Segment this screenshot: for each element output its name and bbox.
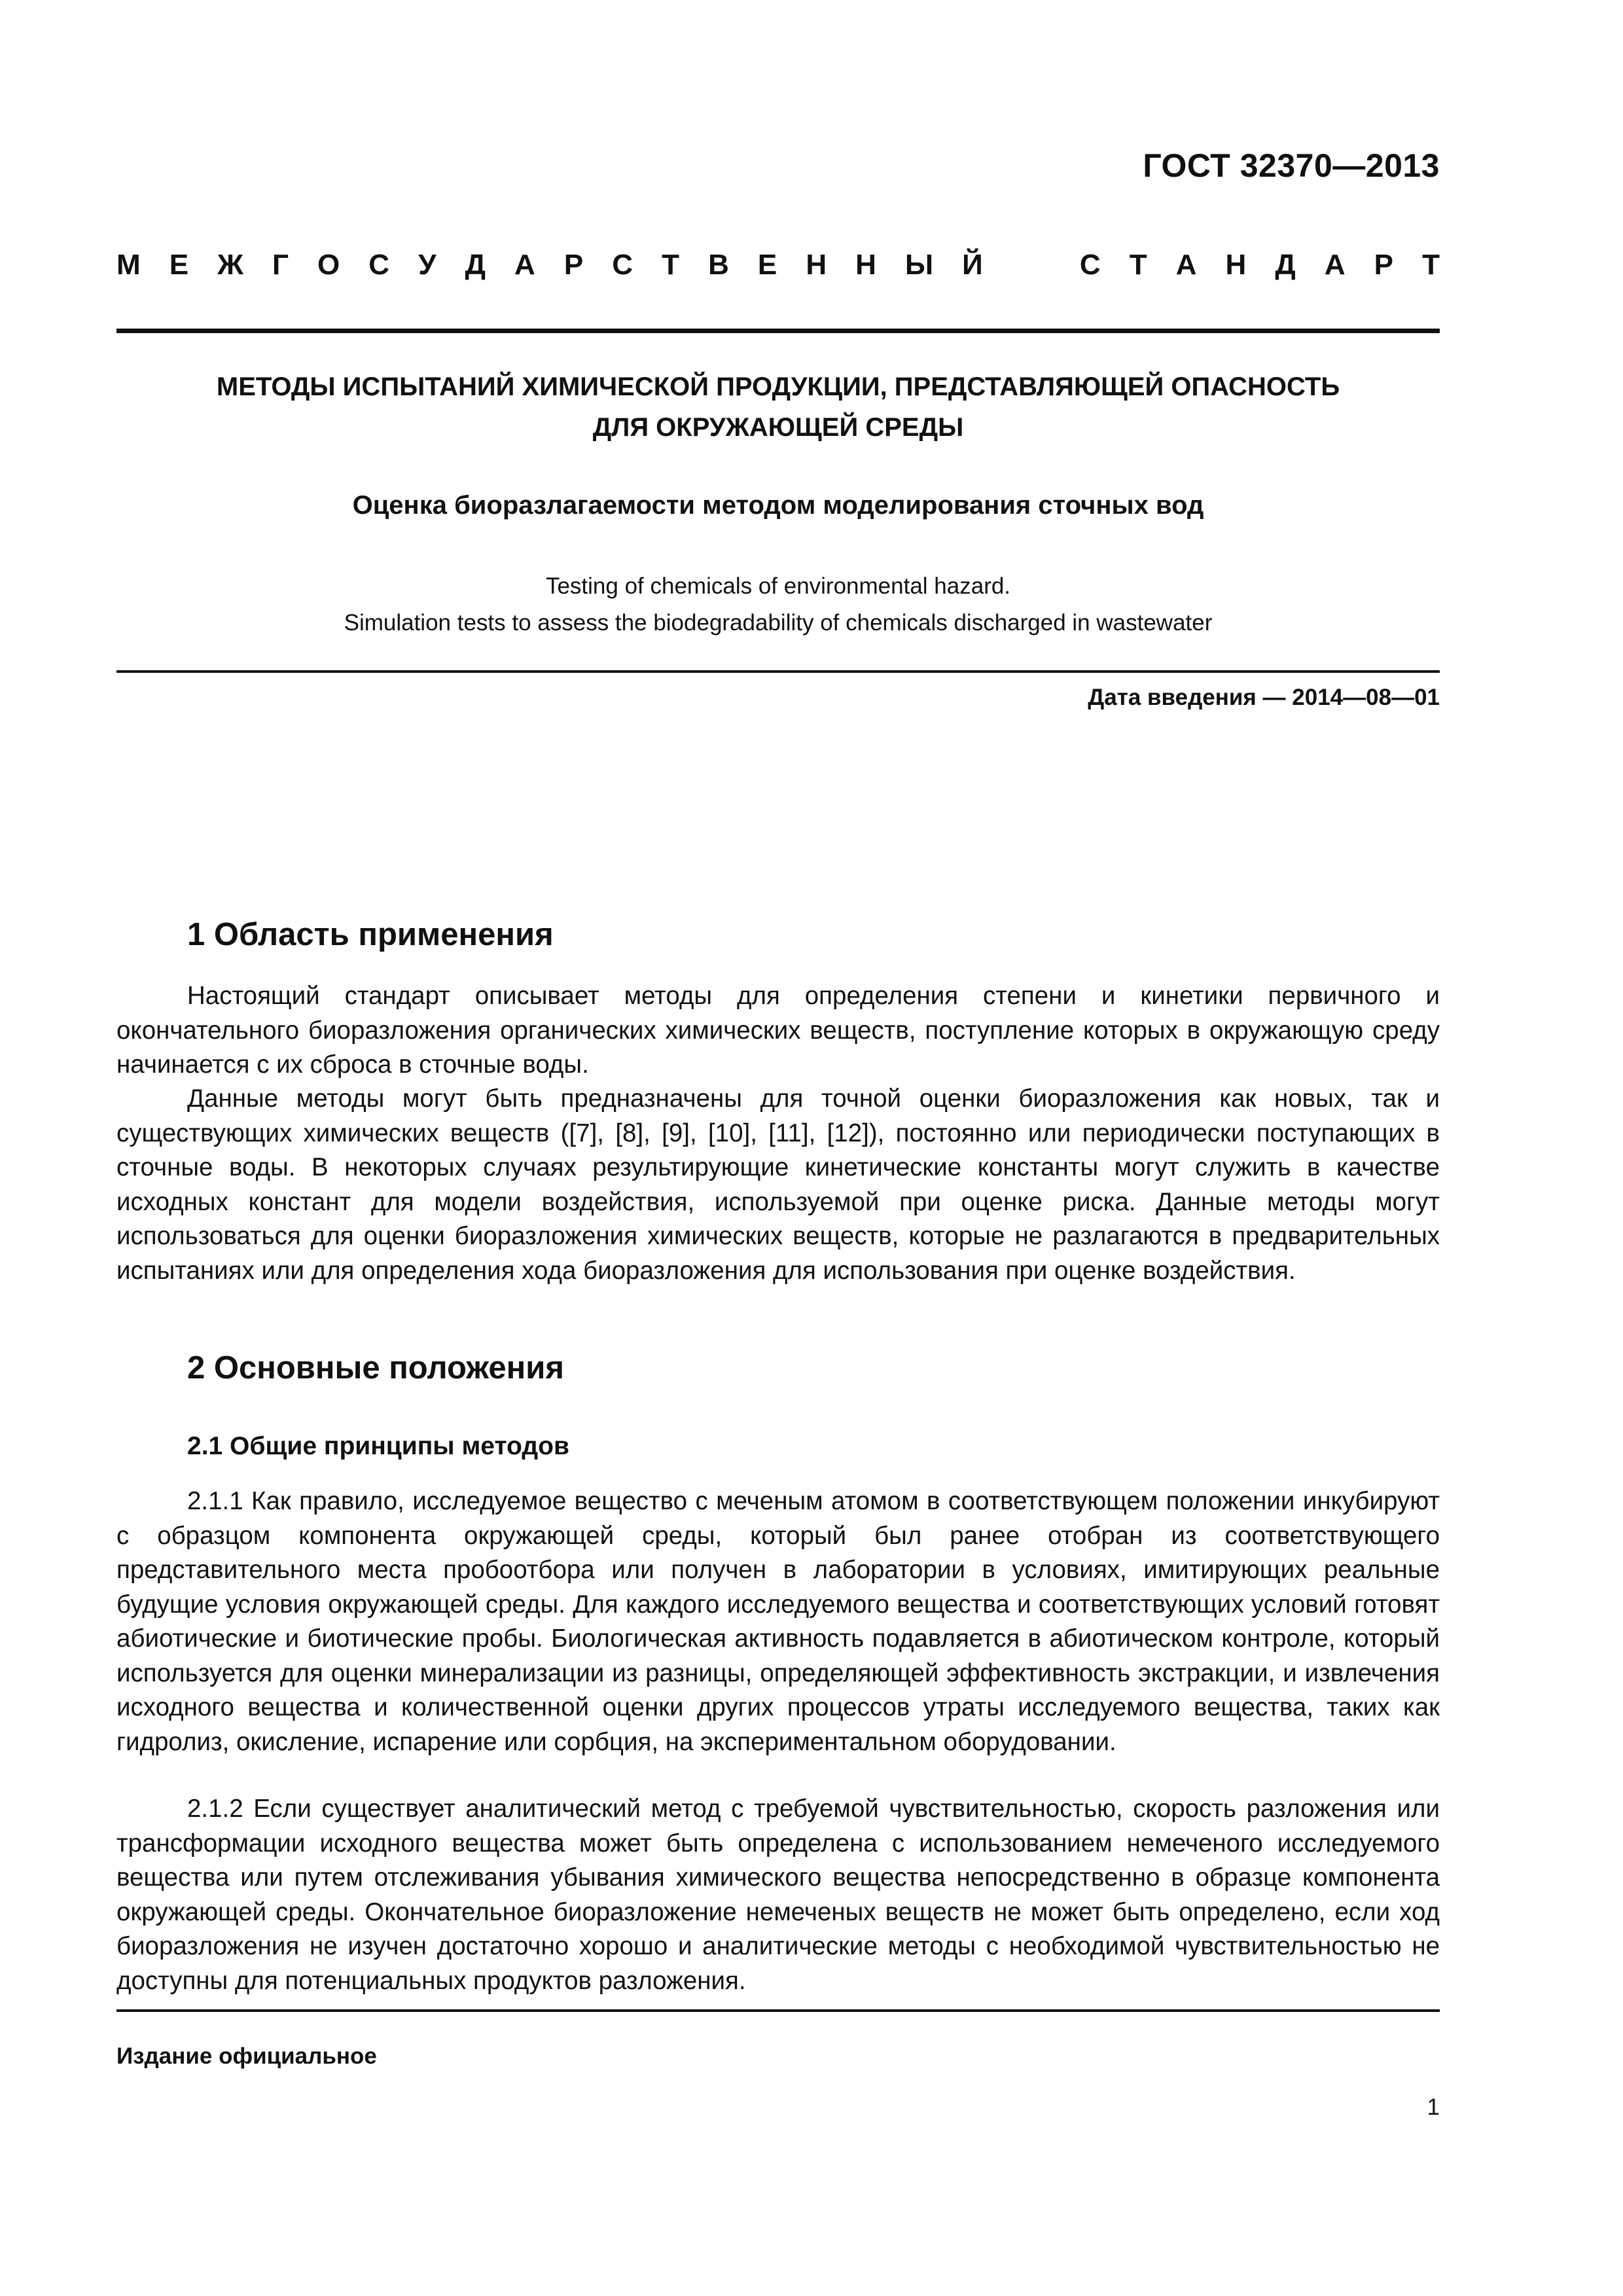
interstate-word1-letter: Н — [806, 249, 827, 281]
interstate-word1-letter: Ж — [217, 249, 243, 281]
interstate-word1-letter: Г — [272, 249, 289, 281]
english-title-line2: Simulation tests to assess the biodegradability of chemicals discharged in wastewater — [344, 610, 1213, 636]
interstate-word2-letter: С — [1079, 249, 1101, 281]
word-gap — [1012, 249, 1051, 281]
section-2-heading: 2 Основные положения — [187, 1350, 564, 1386]
title-rule — [116, 670, 1440, 673]
interstate-word1-letter: А — [514, 249, 535, 281]
document-title-line2: ДЛЯ ОКРУЖАЮЩЕЙ СРЕДЫ — [592, 413, 964, 442]
clause-2-1-2: 2.1.2 Если существует аналитический метод с требуемой чувствительностью, скорость разложения или трансформации исходного вещества может быть определена с использованием немеченого исследуемого вещества или путем отслеживания убывания химического вещества непосредственно в образце компонента окружающей среды. Окончательное биоразложение немеченых веществ не может быть определено, если ход биоразложения не изучен достаточно хорошо и аналитические методы с необходимой чувствительностью не доступны для потенциальных продуктов разложения. — [116, 1795, 1440, 1995]
footer-rule — [116, 2009, 1440, 2012]
interstate-word1-letter: М — [116, 249, 141, 281]
interstate-word1-letter: Р — [563, 249, 584, 281]
header-rule — [116, 329, 1440, 333]
interstate-word1-letter: Д — [465, 249, 486, 281]
interstate-word2-letter: Н — [1225, 249, 1247, 281]
interstate-word2-letter: Т — [1422, 249, 1440, 281]
interstate-word1-letter: У — [418, 249, 437, 281]
interstate-word2-letter: Р — [1374, 249, 1394, 281]
interstate-word1-letter: Й — [962, 249, 983, 281]
interstate-word1-letter: Т — [662, 249, 679, 281]
document-page — [116, 0, 1440, 2296]
interstate-standard-heading — [116, 249, 1440, 281]
interstate-word1-letter: Е — [169, 249, 189, 281]
clause-2-1-1: 2.1.1 Как правило, исследуемое вещество с меченым атомом в соответствующем положении инкубируют с образцом компонента окружающей среды, который был ранее отобран из соответствующего представительного места пробоотбора или получен в лаборатории в условиях, имитирующих реальные будущие условия окружающей среды. Для каждого исследуемого вещества и соответствующих условий готовят абиотические и биотические пробы. Биологическая активность подавляется в абиотическом контроле, который используется для оценки минерализации из разницы, определяющей эффективность экстракции, и извлечения исходного вещества и количественной оценки других процессов утраты исследуемого вещества, таких как гидролиз, окисление, испарение или сорбция, на экспериментальном оборудовании. — [116, 1487, 1440, 1756]
document-code: ГОСТ 32370—2013 — [1143, 147, 1440, 184]
section-1-paragraph-1: Настоящий стандарт описывает методы для определения степени и кинетики первичного и окончательного биоразложения органических химических веществ, поступление которых в окружающую среду начинается с их сброса в сточные воды. — [116, 982, 1440, 1079]
document-subtitle: Оценка биоразлагаемости методом моделирования сточных вод — [352, 491, 1204, 520]
interstate-word1-letter: О — [317, 249, 340, 281]
page-number: 1 — [1427, 2094, 1440, 2120]
interstate-word1-letter: С — [612, 249, 633, 281]
interstate-word1-letter: Е — [757, 249, 777, 281]
section-1-heading: 1 Область применения — [187, 917, 554, 952]
interstate-word1-letter: Н — [855, 249, 876, 281]
interstate-word1-letter: Ы — [905, 249, 934, 281]
english-title-line1: Testing of chemicals of environmental hazard. — [545, 573, 1011, 599]
interstate-word2-letter: Д — [1275, 249, 1296, 281]
interstate-word2-letter: Т — [1129, 249, 1147, 281]
section-1-paragraph-2: Данные методы могут быть предназначены для точной оценки биоразложения как новых, так и существующих химических веществ ([7], [8], [9], [10], [11], [12]), постоянно или периодически поступающих в сточные воды. В некоторых случаях результирующие кинетические константы могут служить в качестве исходных констант для модели воздействия, используемой при оценке риска. Данные методы могут использоваться для оценки биоразложения химических веществ, которые не разлагаются в предварительных испытаниях или для определения хода биоразложения для использования при оценке воздействия. — [116, 1085, 1440, 1285]
subsection-2-1-heading: 2.1 Общие принципы методов — [187, 1432, 569, 1460]
document-title-line1: МЕТОДЫ ИСПЫТАНИЙ ХИМИЧЕСКОЙ ПРОДУКЦИИ, ПРЕДСТАВЛЯЮЩЕЙ ОПАСНОСТЬ — [216, 372, 1340, 401]
interstate-word1-letter: С — [368, 249, 390, 281]
interstate-word1-letter: В — [708, 249, 729, 281]
document-title — [116, 367, 1440, 448]
introduction-date: Дата введения — 2014—08—01 — [1088, 685, 1440, 710]
interstate-word2-letter: А — [1175, 249, 1197, 281]
interstate-word2-letter: А — [1324, 249, 1346, 281]
official-edition-label: Издание официальное — [116, 2043, 377, 2069]
english-title — [116, 568, 1440, 641]
